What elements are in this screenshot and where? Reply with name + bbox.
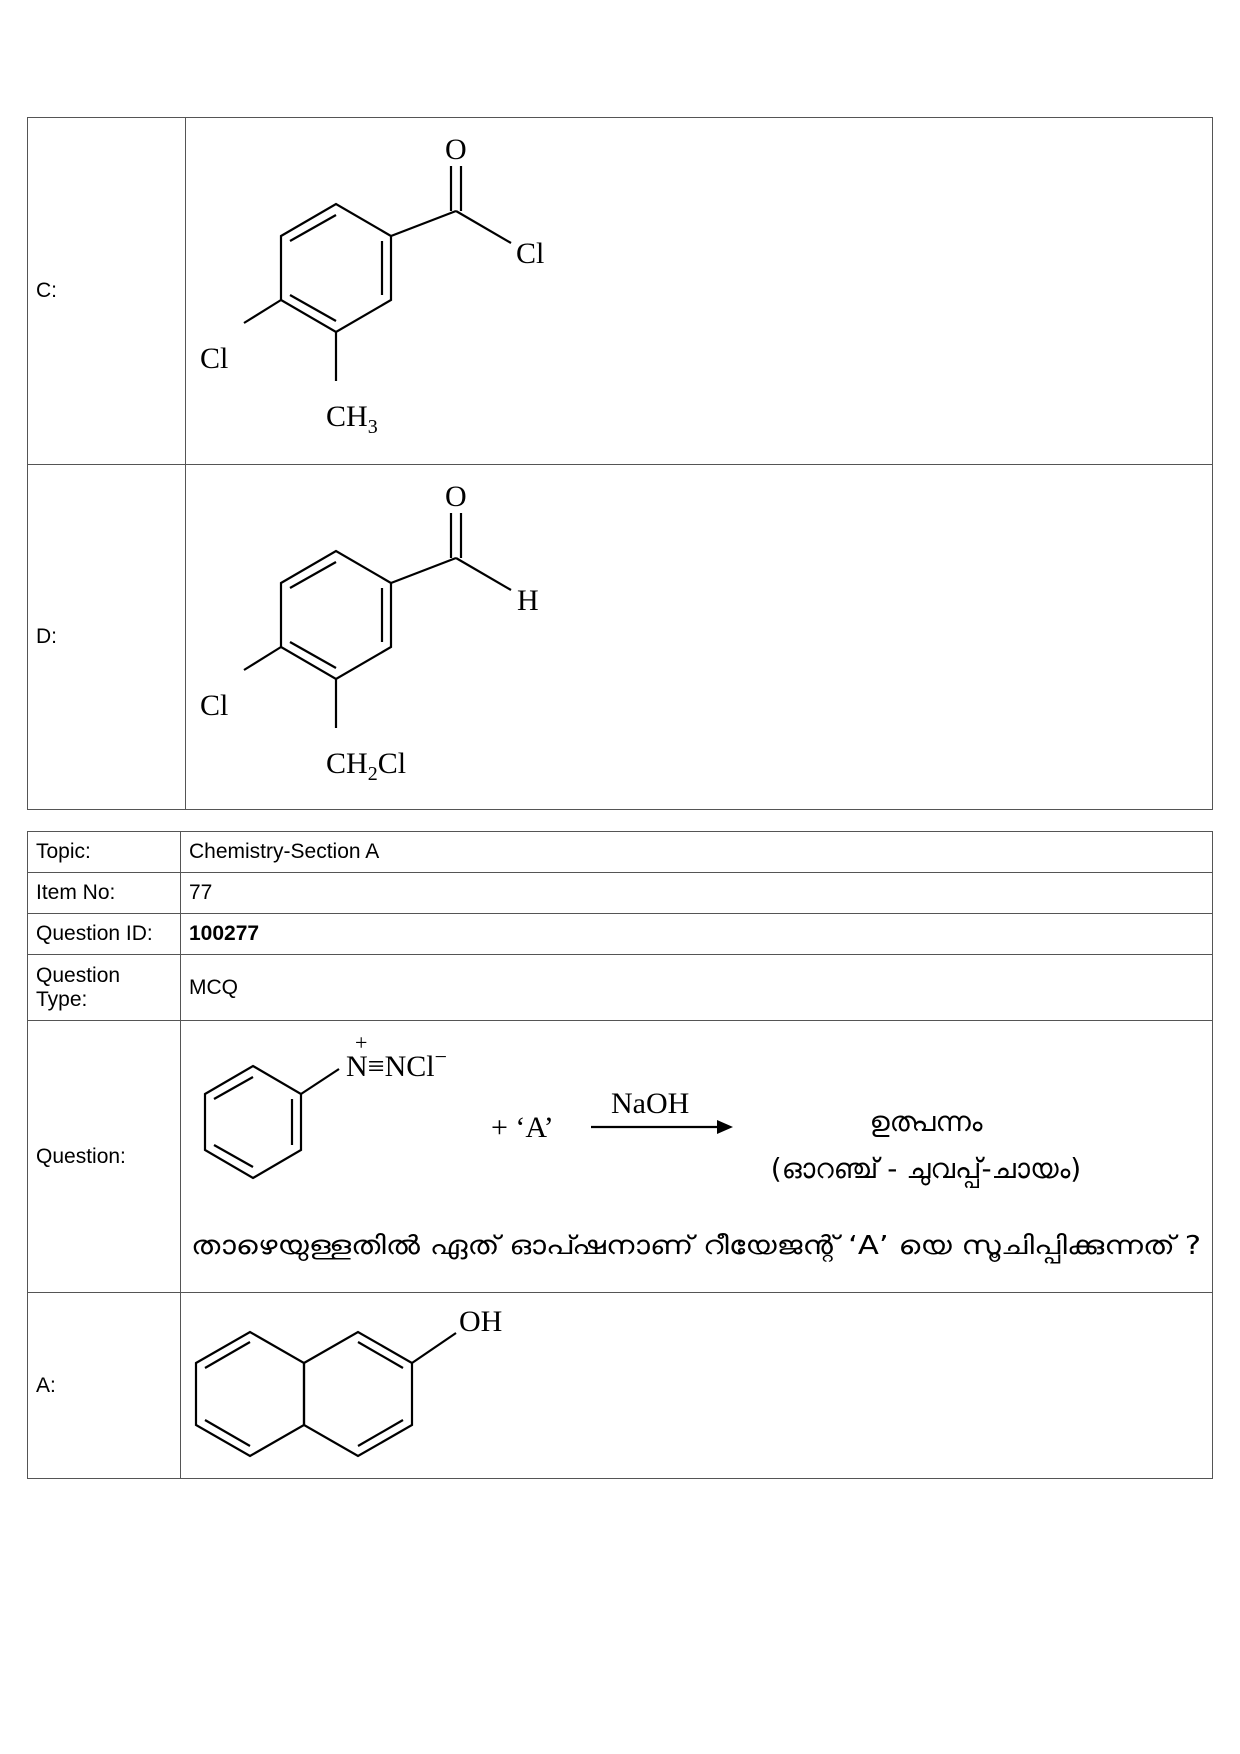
qid-row: [28, 914, 1213, 955]
reagent-naoh: NaOH: [611, 1087, 690, 1120]
naphthalene-ring-left: [196, 1332, 304, 1456]
reagent-a: + ‘A’: [491, 1111, 554, 1144]
naphthalene-ring-right: [304, 1332, 412, 1456]
qid-label: Question ID:: [28, 914, 181, 955]
item-row: [28, 873, 1213, 914]
reaction-scheme: [181, 1021, 1221, 1287]
atom-label: $CH_3$: [326, 400, 378, 438]
benzene-ring: [281, 551, 391, 679]
atom-label: Cl: [516, 237, 545, 270]
option-row-a: [28, 1293, 1213, 1479]
item-label: Item No:: [28, 873, 181, 914]
atom-label: O: [445, 133, 467, 166]
qtype-row: [28, 955, 1213, 1021]
benzene-ring: [281, 204, 391, 332]
question-text: താഴെയുള്ളതിൽ ഏത് ഓപ്ഷനാണ് റീയേജന്റ് ‘A’ യെ സൂചിപ്പിക്കുന്നത് ?: [191, 1231, 1047, 1261]
qtype-value: MCQ: [181, 955, 1213, 1021]
question-content: [181, 1021, 1213, 1293]
structure-a-naphthol: [181, 1293, 1221, 1473]
option-label: D:: [28, 465, 186, 810]
option-label: C:: [28, 118, 186, 465]
topic-label: Topic:: [28, 832, 181, 873]
structure-c: [186, 118, 1216, 459]
positive-charge: +: [355, 1030, 368, 1055]
item-value: 77: [181, 873, 1213, 914]
option-row-c: [28, 118, 1213, 465]
product-label: ഉത്പന്നം: [869, 1105, 983, 1138]
atom-label: O: [445, 480, 467, 513]
option-structure-cell: [186, 118, 1213, 465]
diazonium-group: N≡NCl−: [346, 1044, 448, 1083]
option-structure-cell: [186, 465, 1213, 810]
question-row: [28, 1021, 1213, 1293]
atom-label: $CH_2Cl$: [326, 747, 407, 785]
topic-value: Chemistry-Section A: [181, 832, 1213, 873]
structure-d: [186, 465, 1216, 804]
product-description: (ഓറഞ്ച് - ചുവപ്പ്-ചായം): [770, 1152, 1082, 1185]
question-table: [27, 831, 1213, 1479]
topic-row: [28, 832, 1213, 873]
atom-label: Cl: [200, 689, 229, 722]
atom-label: H: [517, 584, 539, 617]
option-structure-cell: [181, 1293, 1213, 1479]
option-row-d: [28, 465, 1213, 810]
options-table: [27, 117, 1213, 810]
option-label: A:: [28, 1293, 181, 1479]
atom-label: Cl: [200, 342, 229, 375]
qtype-label: Question Type:: [28, 955, 181, 1021]
question-label: Question:: [28, 1021, 181, 1293]
qid-value: 100277: [181, 914, 1213, 955]
hydroxyl-group: OH: [459, 1305, 503, 1338]
arrow-head: [717, 1120, 733, 1134]
benzene-ring: [205, 1066, 301, 1178]
